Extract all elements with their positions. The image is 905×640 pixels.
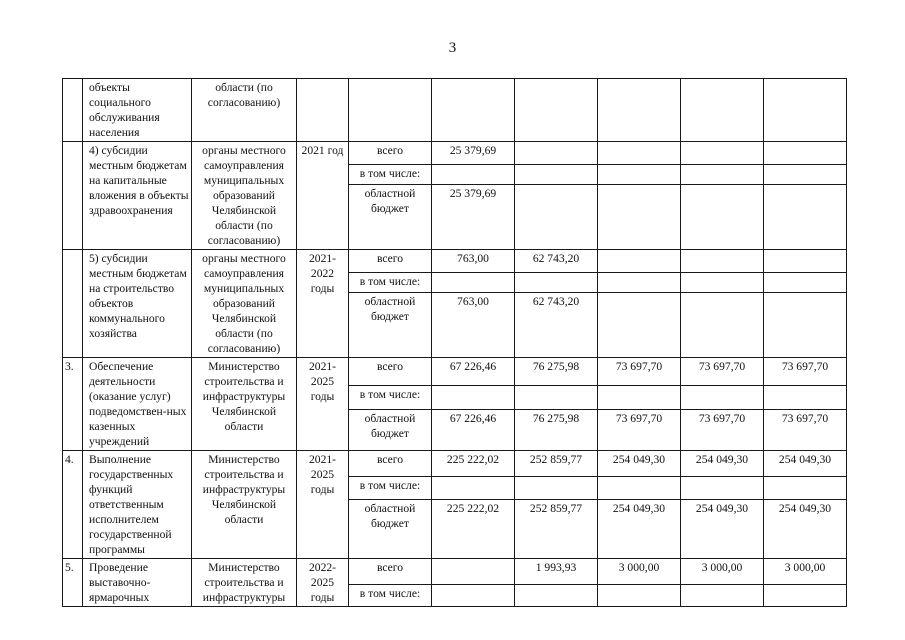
table-row: [63, 79, 847, 142]
value-cell: 73 697,70: [598, 409, 681, 450]
executor-cell: области (по согласованию): [192, 79, 297, 142]
years-cell: 2021-2025 годы: [297, 451, 349, 559]
source-regional-label: областной бюджет: [349, 409, 432, 450]
value-cell: [764, 184, 847, 249]
value-cell: 25 379,69: [432, 184, 515, 249]
source-total-label: всего: [349, 250, 432, 273]
event-name-cell: Обеспечение деятельности (оказание услуг) подведомствен-ных казенных учреждений: [83, 358, 192, 451]
value-cell: 76 275,98: [515, 358, 598, 386]
value-cell: 73 697,70: [598, 358, 681, 386]
event-name-cell: 4) субсидии местным бюджетам на капитальные вложения в объекты здравоохранения: [83, 142, 192, 250]
value-cell: 67 226,46: [432, 358, 515, 386]
source-incl-label: в том числе:: [349, 477, 432, 500]
value-cell: 3 000,00: [681, 559, 764, 585]
value-cell: [515, 272, 598, 292]
value-cell: [515, 142, 598, 165]
executor-cell: органы местного самоуправления муниципальных образований Челябинской области (по согласованию): [192, 142, 297, 250]
value-cell: [764, 385, 847, 409]
table-row: [63, 250, 847, 273]
page-number: 3: [448, 40, 457, 56]
value-cell: [515, 584, 598, 606]
value-cell: 25 379,69: [432, 142, 515, 165]
value-cell: [681, 292, 764, 357]
value-cell: 254 049,30: [681, 451, 764, 477]
value-cell: 763,00: [432, 292, 515, 357]
value-cell: 254 049,30: [598, 500, 681, 559]
value-cell: [764, 250, 847, 273]
value-cell: [598, 250, 681, 273]
table-row: [63, 358, 847, 386]
value-cell: [681, 184, 764, 249]
event-name-cell: 5) субсидии местным бюджетам на строительство объектов коммунального хозяйства: [83, 250, 192, 358]
source-total-label: всего: [349, 559, 432, 585]
row-number-cell: [63, 250, 83, 358]
source-incl-label: в том числе:: [349, 385, 432, 409]
value-cell: [764, 79, 847, 142]
value-cell: [432, 164, 515, 184]
budget-table: [62, 78, 847, 607]
value-cell: [764, 164, 847, 184]
value-cell: [432, 272, 515, 292]
value-cell: 225 222,02: [432, 451, 515, 477]
source-regional-label: областной бюджет: [349, 292, 432, 357]
source-total-label: всего: [349, 142, 432, 165]
event-name-cell: объекты социального обслуживания населения: [83, 79, 192, 142]
value-cell: [598, 385, 681, 409]
value-cell: [764, 477, 847, 500]
value-cell: 1 993,93: [515, 559, 598, 585]
value-cell: [598, 292, 681, 357]
years-cell: 2021-2025 годы: [297, 358, 349, 451]
value-cell: 73 697,70: [681, 409, 764, 450]
value-cell: 67 226,46: [432, 409, 515, 450]
years-cell: 2021 год: [297, 142, 349, 250]
table-row: [63, 451, 847, 477]
value-cell: [515, 184, 598, 249]
value-cell: [598, 184, 681, 249]
row-number-cell: [63, 142, 83, 250]
value-cell: [432, 477, 515, 500]
value-cell: 225 222,02: [432, 500, 515, 559]
table-row: [63, 559, 847, 585]
event-name-cell: Проведение выставочно-ярмарочных: [83, 559, 192, 607]
value-cell: [598, 142, 681, 165]
value-cell: [681, 584, 764, 606]
value-cell: 62 743,20: [515, 250, 598, 273]
value-cell: 254 049,30: [681, 500, 764, 559]
value-cell: [432, 584, 515, 606]
row-number-cell: 5.: [63, 559, 83, 607]
value-cell: 254 049,30: [764, 451, 847, 477]
value-cell: [681, 250, 764, 273]
value-cell: [598, 477, 681, 500]
value-cell: [515, 385, 598, 409]
value-cell: [598, 584, 681, 606]
source-incl-label: в том числе:: [349, 272, 432, 292]
source-total-label: всего: [349, 358, 432, 386]
value-cell: [432, 385, 515, 409]
executor-cell: Министерство строительства и инфраструктуры Челябинской области: [192, 358, 297, 451]
years-cell: 2021-2022 годы: [297, 250, 349, 358]
value-cell: 763,00: [432, 250, 515, 273]
value-cell: 62 743,20: [515, 292, 598, 357]
value-cell: 76 275,98: [515, 409, 598, 450]
value-cell: [681, 272, 764, 292]
years-cell: [297, 79, 349, 142]
value-cell: [432, 559, 515, 585]
value-cell: 3 000,00: [598, 559, 681, 585]
value-cell: [515, 79, 598, 142]
row-number-cell: 3.: [63, 358, 83, 451]
value-cell: [598, 272, 681, 292]
value-cell: [681, 385, 764, 409]
value-cell: [515, 164, 598, 184]
executor-cell: Министерство строительства и инфраструктуры: [192, 559, 297, 607]
value-cell: 73 697,70: [681, 358, 764, 386]
value-cell: [764, 272, 847, 292]
row-number-cell: 4.: [63, 451, 83, 559]
years-cell: 2022-2025 годы: [297, 559, 349, 607]
row-number-cell: [63, 79, 83, 142]
value-cell: [515, 477, 598, 500]
value-cell: [598, 164, 681, 184]
source-regional-label: областной бюджет: [349, 500, 432, 559]
value-cell: 73 697,70: [764, 409, 847, 450]
value-cell: 252 859,77: [515, 500, 598, 559]
value-cell: 73 697,70: [764, 358, 847, 386]
source-incl-label: в том числе:: [349, 164, 432, 184]
value-cell: [681, 477, 764, 500]
value-cell: [598, 79, 681, 142]
value-cell: [764, 584, 847, 606]
executor-cell: Министерство строительства и инфраструктуры Челябинской области: [192, 451, 297, 559]
source-cell: [349, 79, 432, 142]
value-cell: [681, 142, 764, 165]
executor-cell: органы местного самоуправления муниципальных образований Челябинской области (по согласованию): [192, 250, 297, 358]
value-cell: [764, 142, 847, 165]
value-cell: [681, 79, 764, 142]
event-name-cell: Выполнение государственных функций ответственным исполнителем государственной программы: [83, 451, 192, 559]
source-incl-label: в том числе:: [349, 584, 432, 606]
source-total-label: всего: [349, 451, 432, 477]
value-cell: 254 049,30: [598, 451, 681, 477]
value-cell: 254 049,30: [764, 500, 847, 559]
value-cell: [681, 164, 764, 184]
source-regional-label: областной бюджет: [349, 184, 432, 249]
value-cell: 252 859,77: [515, 451, 598, 477]
value-cell: 3 000,00: [764, 559, 847, 585]
table-row: [63, 142, 847, 165]
value-cell: [432, 79, 515, 142]
value-cell: [764, 292, 847, 357]
